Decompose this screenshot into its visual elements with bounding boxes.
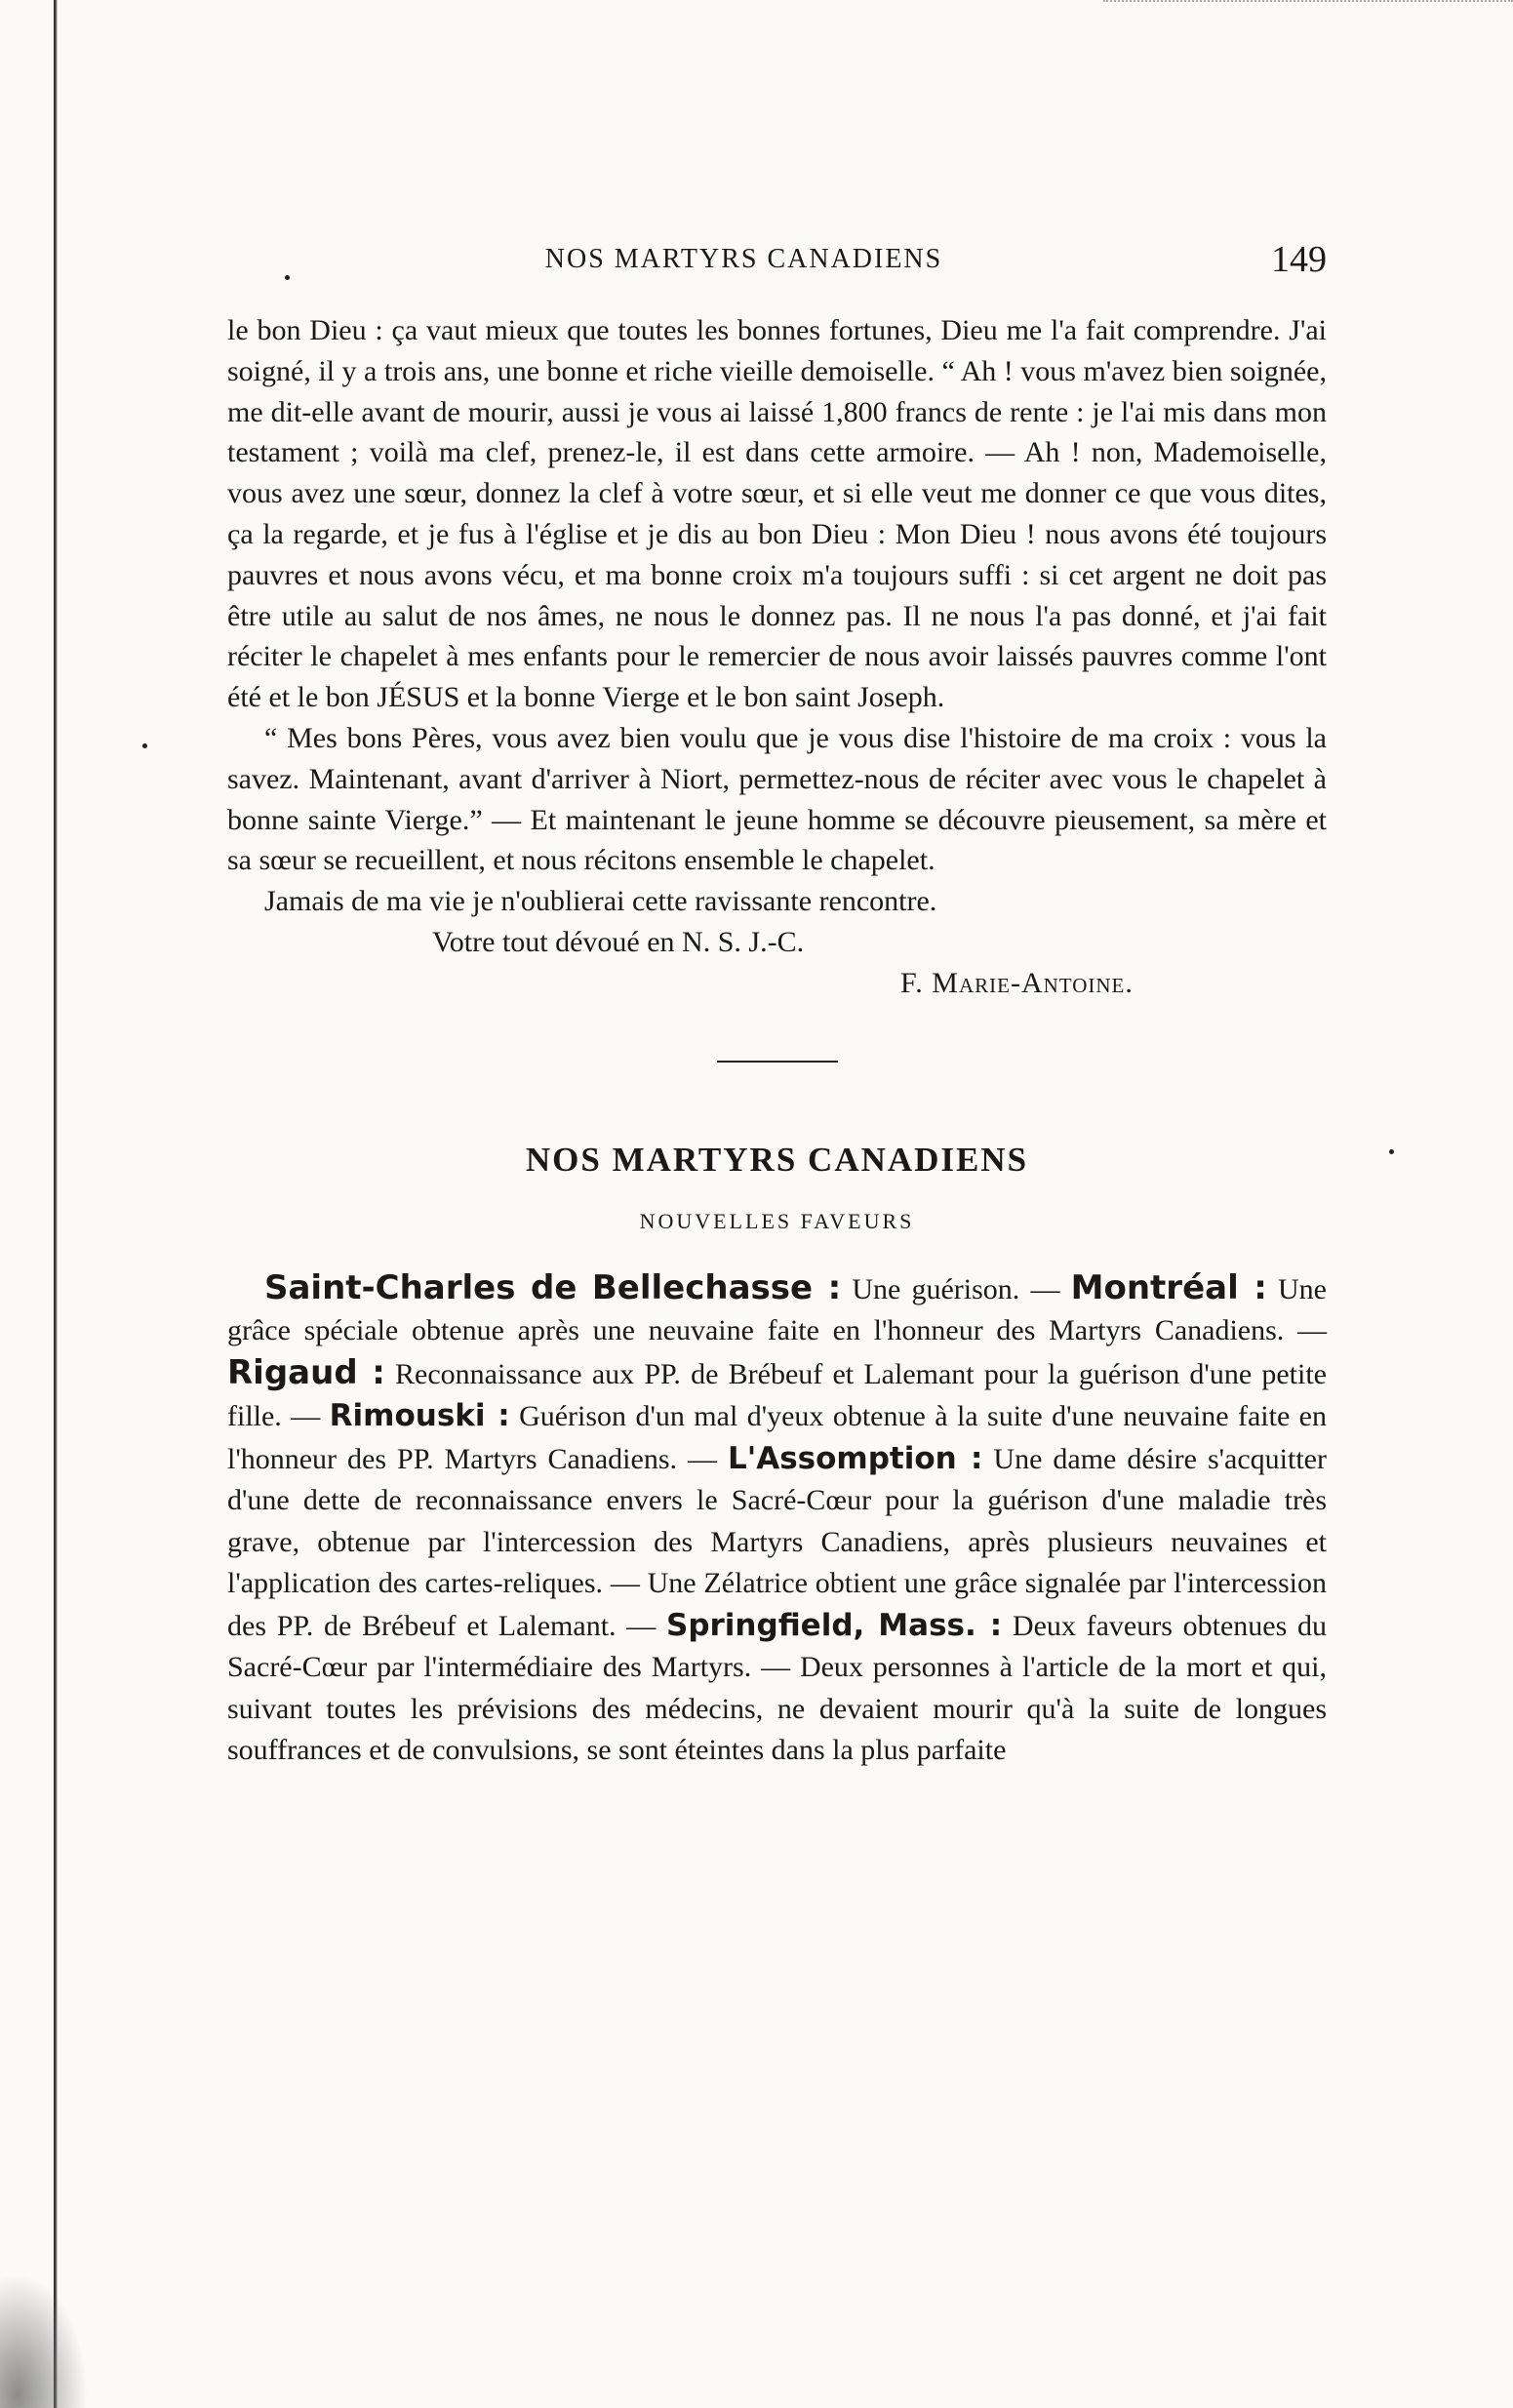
faveur-text: Reconnaissance aux PP. de Brébeuf et Lalemant pour la guérison d'une petite fille. — — [227, 1357, 1328, 1433]
faveurs-list — [227, 1267, 1327, 1772]
letter-paragraph: “ Mes bons Pères, vous avez bien voulu que je vous dise l'histoire de ma croix : vous la savez. Maintenant, avant d'arriver à Niort, permettez-nous de réciter avec vous le chapelet à bonne sainte Vierge.” — Et maintenant le jeune homme se découvre pieusement, sa mère et sa sœur se recueillent, et nous récitons ensemble le chapelet. — [227, 721, 1327, 877]
faveur-text: Deux faveurs obtenues du Sacré-Cœur par l'intermédiaire des Martyrs. — Deux personnes à l'article de la mort et qui, suivant toutes les prévisions des médecins, ne devaient mourir qu'à la suite de longues souffrances et de convulsions, se sont éteintes dans la plus parfaite — [227, 1609, 1327, 1767]
scan-artifact-corner — [0, 2273, 88, 2408]
page-binding-edge — [54, 0, 58, 2408]
section-title: NOS MARTYRS CANADIENS — [525, 1140, 1029, 1179]
letter-closing — [227, 922, 1327, 1004]
closing-salutation: Votre tout dévoué en N. S. J.-C. — [432, 925, 805, 958]
faveur-place: Springfield, Mass. : — [666, 1607, 1003, 1643]
running-head — [229, 238, 1327, 287]
faveur-text: Une dame désire s'acquitter d'une dette de reconnaissance envers le Sacré-Cœur pour la guérison d'une maladie très grave, obtenue par l'intercession des Martyrs Canadiens, après plusieurs neuvaines et l'application des cartes-reliques. — Une Zélatrice obtient une grâce signalée par l'intercession des PP. de Brébeuf et Lalemant. — — [227, 1442, 1327, 1642]
page-body — [227, 310, 1327, 1772]
faveur-place: Saint-Charles de Bellechasse : — [264, 1267, 842, 1307]
faveur-text: Guérison d'un mal d'yeux obtenue à la suite d'une neuvaine faite en l'honneur des PP. Martyrs Canadiens. — — [227, 1400, 1327, 1475]
running-title: NOS MARTYRS CANADIENS — [544, 244, 943, 274]
faveur-place: Montréal : — [1070, 1267, 1267, 1307]
faveur-place: Rigaud : — [227, 1352, 385, 1392]
signature: F. Marie-Antoine. — [900, 966, 1134, 999]
letter-paragraph: le bon Dieu : ça vaut mieux que toutes les bonnes fortunes, Dieu me l'a fait comprendre. J'ai soigné, il y a trois ans, une bonne et riche vieille demoiselle. “ Ah ! vous m'avez bien soignée, me dit-elle avant de mourir, aussi je vous ai laissé 1,800 francs de rente : je l'ai mis dans mon testament ; voilà ma clef, prenez-le, il est dans cette armoire. — Ah ! non, Mademoiselle, vous avez une sœur, donnez la clef à votre sœur, et si elle veut me donner ce que vous dites, ça la regarde, et je fus à l'église et je dis au bon Dieu : Mon Dieu ! nous avons été toujours pauvres et nous avons vécu, et ma bonne croix m'a toujours suffi : si cet argent ne doit pas être utile au salut de nos âmes, ne nous le donnez pas. Il ne nous l'a pas donné, et j'ai fait réciter le chapelet à mes enfants pour le remercier de nous avoir laissés pauvres comme l'ont été et le bon JÉSUS et la bonne Vierge et le bon saint Joseph. — [227, 314, 1327, 714]
faveurs-paragraph — [227, 1267, 1327, 1772]
section-divider — [717, 1061, 838, 1063]
faveur-place: L'Assomption : — [727, 1440, 983, 1476]
faveur-place: Rimouski : — [329, 1398, 510, 1434]
faveur-text: Une guérison. — — [841, 1272, 1071, 1305]
ink-speck — [1389, 1149, 1394, 1154]
scan-artifact-top — [1103, 0, 1513, 10]
section-subtitle: NOUVELLES FAVEURS — [639, 1208, 915, 1233]
faveur-text: Une grâce spéciale obtenue après une neuvaine faite en l'honneur des Martyrs Canadiens. — — [227, 1272, 1327, 1347]
ink-speck — [142, 743, 147, 748]
letter-paragraph: Jamais de ma vie je n'oublierai cette ravissante rencontre. — [264, 885, 937, 918]
page-number: 149 — [1271, 239, 1327, 280]
